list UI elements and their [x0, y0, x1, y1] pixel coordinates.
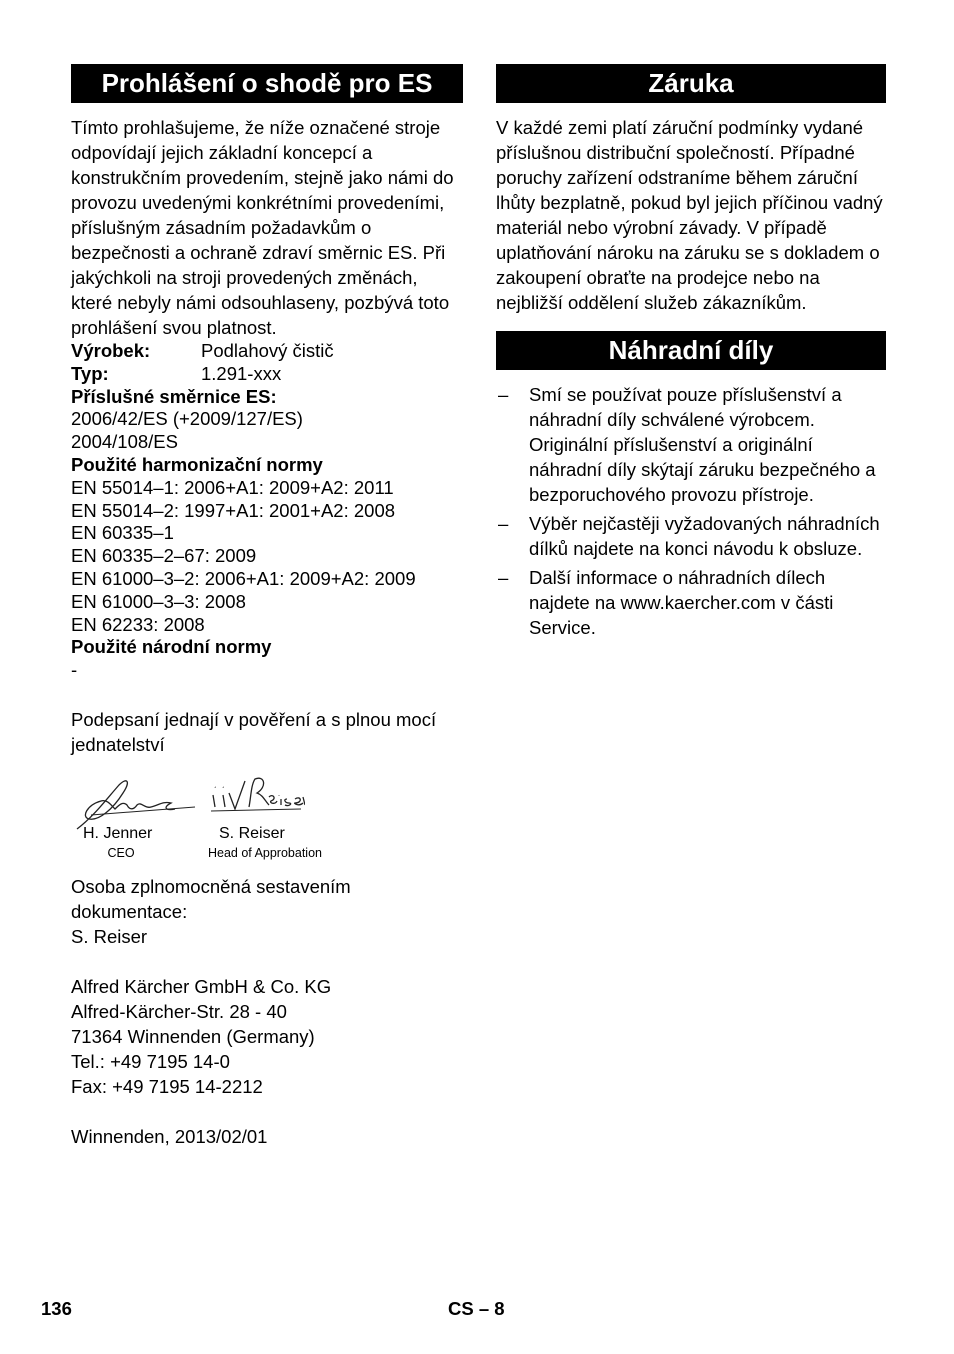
- type-value: 1.291-xxx: [201, 362, 282, 384]
- list-item-text: Výběr nejčastěji vyžadovaných náhradních dílků najdete na konci návodu k obsluze.: [529, 513, 880, 559]
- harmonized-item: EN 60335–2–67: 2009: [71, 545, 257, 567]
- harmonized-item: EN 61000–3–3: 2008: [71, 590, 246, 612]
- product-value: Podlahový čistič: [201, 340, 334, 361]
- spare-parts-list: [496, 382, 886, 640]
- product-label: Výrobek:: [71, 340, 151, 361]
- harmonized-item: EN 55014–2: 1997+A1: 2001+A2: 2008: [71, 499, 396, 521]
- bullet-dash: –: [498, 384, 509, 405]
- signed-statement: Podepsaní jednají v pověření a s plnou mocí jednatelství: [71, 708, 437, 755]
- warranty-text: V každé zemi platí záruční podmínky vydané příslušnou distribuční společností. Případné poruchy zařízení odstraníme během záruční lhůty bezplatně, pokud byl jejich příčinou vadný materiál nebo výrobní závady. V případě uplatňování nároku na záruku se s dokladem o zakoupení obraťte na prodejce nebo na nejbližší oddělení služeb zákazníkům.: [496, 117, 883, 313]
- bullet-dash: –: [498, 513, 509, 534]
- spare-parts-heading: Náhradní díly: [496, 331, 886, 370]
- section-label: CS – 8: [448, 1298, 505, 1319]
- directives-label: Příslušné směrnice ES:: [71, 385, 277, 407]
- address-line: 71364 Winnenden (Germany): [71, 1025, 315, 1047]
- page-number: 136: [41, 1298, 72, 1319]
- harmonized-item: EN 61000–3–2: 2006+A1: 2009+A2: 2009: [71, 567, 416, 589]
- list-item-text: Další informace o náhradních dílech najdete na www.kaercher.com v části Service.: [529, 567, 834, 638]
- declaration-intro: Tímto prohlašujeme, že níže označené stroje odpovídají jejich základní koncepcí a konstrukčním provedením, stejně jako námi do provozu uvedenými konkrétními provedeními, příslušným zásadním požadavkům o bezpečnosti a ochraně zdraví směrnic ES. Při jakýchkoli na stroji provedených změnách, které nebyly námi odsouhlaseny, pozbývá toto prohlášení svou platnost.: [71, 117, 454, 338]
- signatures: [71, 771, 463, 866]
- signature-jenner: [71, 771, 201, 833]
- harmonized-item: EN 62233: 2008: [71, 613, 205, 635]
- harmonized-label: Použité harmonizační normy: [71, 453, 323, 475]
- product-specs: [71, 340, 463, 682]
- harmonized-item: EN 55014–1: 2006+A1: 2009+A2: 2011: [71, 476, 394, 498]
- place-date: Winnenden, 2013/02/01: [71, 1125, 268, 1147]
- right-column: [496, 64, 886, 644]
- product-row: [71, 340, 463, 363]
- signature-reiser: [209, 771, 305, 819]
- type-row: [71, 363, 463, 386]
- list-item: [496, 511, 886, 561]
- signatory-name-jenner: H. Jenner: [83, 824, 153, 842]
- list-item: [496, 382, 886, 507]
- signatory-role-jenner: CEO: [107, 845, 135, 860]
- bullet-dash: –: [498, 567, 509, 588]
- signatory-name-reiser: S. Reiser: [219, 824, 285, 842]
- address-line: Tel.: +49 7195 14-0: [71, 1050, 230, 1072]
- authorized-label: Osoba zplnomocněná sestavením dokumentace:: [71, 875, 351, 922]
- address-line: Fax: +49 7195 14-2212: [71, 1075, 263, 1097]
- address-line: Alfred-Kärcher-Str. 28 - 40: [71, 1000, 287, 1022]
- national-label: Použité národní normy: [71, 636, 272, 658]
- warranty-heading: Záruka: [496, 64, 886, 103]
- harmonized-item: EN 60335–1: [71, 522, 174, 544]
- list-item: [496, 565, 886, 640]
- declaration-section: [71, 64, 463, 1149]
- authorized-name: S. Reiser: [71, 925, 148, 947]
- national-value: -: [71, 659, 78, 681]
- list-item-text: Smí se používat pouze příslušenství a náhradní díly schválené výrobcem. Originální příslušenství a originální náhradní díly skýtají záruku bezpečného a bezporuchového provozu přístroje.: [529, 384, 876, 505]
- type-label: Typ:: [71, 362, 109, 384]
- signatory-role-reiser: Head of Approbation: [208, 845, 322, 860]
- directive-item: 2004/108/ES: [71, 431, 178, 453]
- address-line: Alfred Kärcher GmbH & Co. KG: [71, 975, 332, 997]
- declaration-heading: Prohlášení o shodě pro ES: [71, 64, 463, 103]
- directive-item: 2006/42/ES (+2009/127/ES): [71, 408, 303, 430]
